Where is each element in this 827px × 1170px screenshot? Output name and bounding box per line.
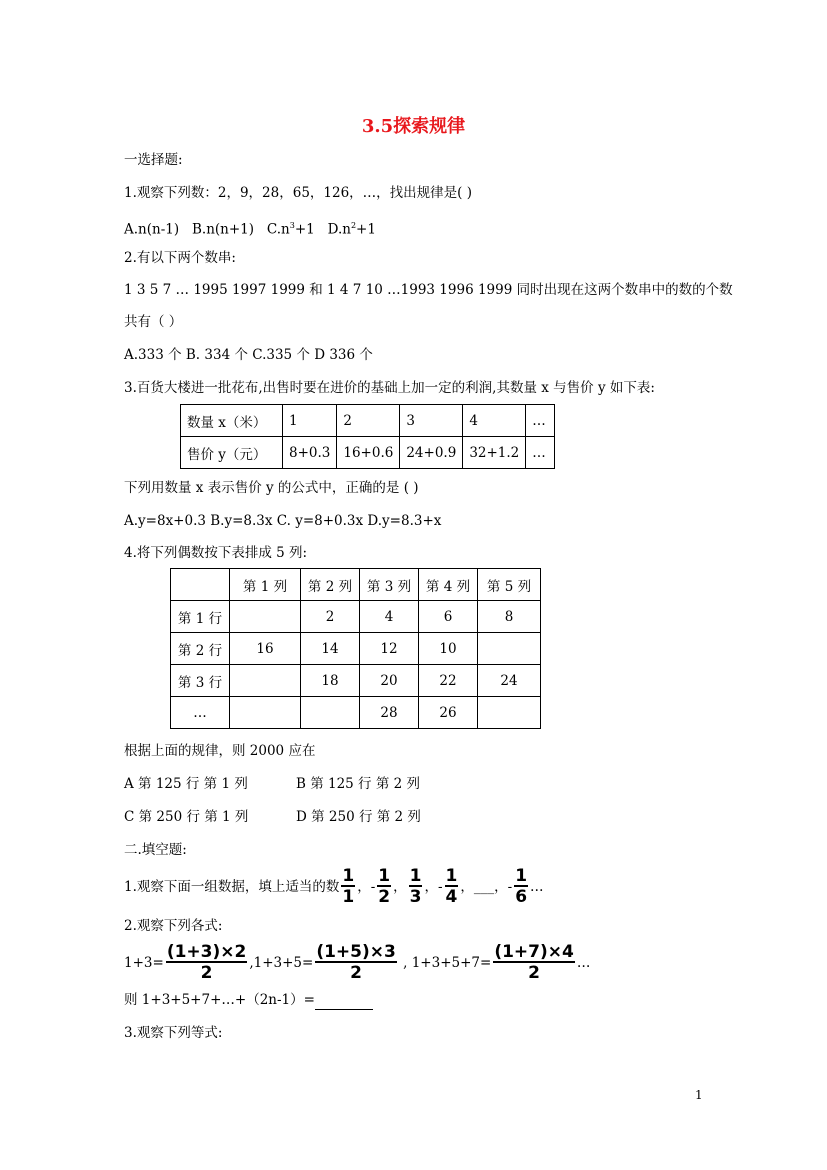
- table-cell: 第 3 行: [171, 665, 230, 697]
- table-cell: 售价 y（元）: [181, 437, 283, 469]
- q3-text: 3.百货大楼进一批花布,出售时要在进价的基础上加一定的利润,其数量 x 与售价 y 如下表:: [124, 380, 655, 396]
- table-cell: 14: [301, 633, 360, 665]
- q2-line2: 共有（ ）: [124, 314, 183, 330]
- table-cell: …: [526, 437, 555, 469]
- section-fill-heading: 二.填空题:: [124, 842, 187, 858]
- table-row: [181, 437, 555, 469]
- table-cell: 24: [478, 665, 541, 697]
- table-cell: …: [171, 697, 230, 729]
- table-cell: 32+1.2: [463, 437, 526, 469]
- fraction: $\frac{1}{4}$: [445, 866, 458, 907]
- q4-option-c: C 第 250 行 第 1 列: [124, 809, 249, 825]
- table-cell: 28: [360, 697, 419, 729]
- equation-lhs: 1+3+5=: [253, 955, 314, 971]
- ellipsis: …: [576, 955, 591, 971]
- table-cell: 20: [360, 665, 419, 697]
- table-cell: 6: [419, 601, 478, 633]
- table-cell: 16+0.6: [337, 437, 400, 469]
- table-cell: 12: [360, 633, 419, 665]
- minus-sign: -: [437, 879, 443, 895]
- q4-option-d: D 第 250 行 第 2 列: [296, 809, 421, 825]
- equation-lhs: 1+3+5+7=: [411, 955, 492, 971]
- blank-answer: ___: [473, 879, 495, 895]
- q3-ask: 下列用数量 x 表示售价 y 的公式中，正确的是 ( ): [124, 480, 419, 496]
- q3-table: [180, 404, 555, 469]
- table-cell: 24+0.9: [400, 437, 463, 469]
- table-cell: 18: [301, 665, 360, 697]
- table-header-cell: 第 5 列: [478, 569, 541, 601]
- q2-line1: 1 3 5 7 … 1995 1997 1999 和 1 4 7 10 …1993 1996 1999 同时出现在这两个数串中的数的个数: [124, 282, 733, 298]
- q4-ask: 根据上面的规律，则 2000 应在: [124, 743, 316, 759]
- table-header-cell: 第 2 列: [301, 569, 360, 601]
- q4-table: [170, 568, 541, 729]
- table-header-cell: 第 4 列: [419, 569, 478, 601]
- table-cell: 第 1 行: [171, 601, 230, 633]
- table-cell: [230, 601, 301, 633]
- table-cell: 10: [419, 633, 478, 665]
- table-cell: 1: [283, 405, 337, 437]
- f2-ask-line: [124, 990, 373, 1010]
- f2-ask: 则 1+3+5+7+…+（2n-1）=: [124, 992, 315, 1008]
- fraction: $\frac{1}{3}$: [409, 866, 422, 907]
- table-row: [181, 405, 555, 437]
- fraction: $\frac{(1+3)\times 2}{2}$: [166, 942, 247, 983]
- table-cell: [478, 697, 541, 729]
- table-cell: [230, 697, 301, 729]
- q1-options: A.n(n-1) B.n(n+1) $C.n^3+1$ $D.n^2+1$: [124, 221, 376, 238]
- minus-sign: -: [507, 879, 513, 895]
- table-header-cell: 第 3 列: [360, 569, 419, 601]
- q3-options: A.y=8x+0.3 B.y=8.3x C. y=8+0.3x D.y=8.3+x: [124, 513, 442, 529]
- table-cell: 2: [301, 601, 360, 633]
- f1-line: 1.观察下面一组数据，填上适当的数 $\frac{1}{1}$ ， - $\frac{1}{2}$ ， $\frac{1}{3}$ ， - $\frac{1}{4}$ ， ___ ， - $\frac{1}{6}$ …: [124, 866, 544, 907]
- q4-option-b: B 第 125 行 第 2 列: [296, 776, 421, 792]
- f2-text: 2.观察下列各式:: [124, 918, 223, 934]
- section-choice-heading: 一选择题:: [124, 152, 183, 168]
- minus-sign: -: [370, 879, 376, 895]
- table-cell: [230, 665, 301, 697]
- fraction: $\frac{1}{6}$: [515, 866, 528, 907]
- fraction: $\frac{(1+7)\times 4}{2}$: [494, 942, 574, 983]
- page-number: 1: [695, 1088, 703, 1102]
- ellipsis: …: [530, 879, 544, 895]
- fraction: $\frac{1}{2}$: [378, 866, 391, 907]
- fraction: $\frac{1}{1}$: [342, 866, 355, 907]
- table-cell: 8: [478, 601, 541, 633]
- table-cell: …: [526, 405, 555, 437]
- table-row: [171, 665, 541, 697]
- table-cell: 数量 x（米）: [181, 405, 283, 437]
- table-cell: 26: [419, 697, 478, 729]
- table-cell: [478, 633, 541, 665]
- page-title: 3.5探索规律: [361, 116, 466, 137]
- answer-blank: [315, 993, 373, 1010]
- table-header-cell: [171, 569, 230, 601]
- table-cell: 8+0.3: [283, 437, 337, 469]
- q1-text: 1.观察下列数：2，9，28，65，126，…，找出规律是( ): [124, 185, 473, 201]
- f2-equations: 1+3= $\frac{(1+3)\times 2}{2}$ , 1+3+5= $\frac{(1+5)\times 3}{2}$ , 1+3+5+7= $\frac{(1+7)\times 4}{2}$ …: [124, 942, 591, 983]
- table-header-cell: 第 1 列: [230, 569, 301, 601]
- table-row: [171, 633, 541, 665]
- q2-options: A.333 个 B. 334 个 C.335 个 D 336 个: [124, 347, 373, 363]
- table-row: [171, 569, 541, 601]
- table-cell: 3: [400, 405, 463, 437]
- q2-text: 2.有以下两个数串:: [124, 250, 236, 266]
- table-row: [171, 601, 541, 633]
- table-cell: 2: [337, 405, 400, 437]
- q4-option-a: A 第 125 行 第 1 列: [124, 776, 248, 792]
- table-cell: 22: [419, 665, 478, 697]
- table-cell: 4: [463, 405, 526, 437]
- table-cell: 第 2 行: [171, 633, 230, 665]
- equation-lhs: 1+3=: [124, 955, 164, 971]
- table-row: [171, 697, 541, 729]
- q4-text: 4.将下列偶数按下表排成 5 列:: [124, 545, 308, 561]
- table-cell: [301, 697, 360, 729]
- table-cell: 16: [230, 633, 301, 665]
- f1-text: 1.观察下面一组数据，填上适当的数: [124, 879, 340, 895]
- f3-text: 3.观察下列等式:: [124, 1025, 223, 1041]
- table-cell: 4: [360, 601, 419, 633]
- fraction: $\frac{(1+5)\times 3}{2}$: [316, 942, 396, 983]
